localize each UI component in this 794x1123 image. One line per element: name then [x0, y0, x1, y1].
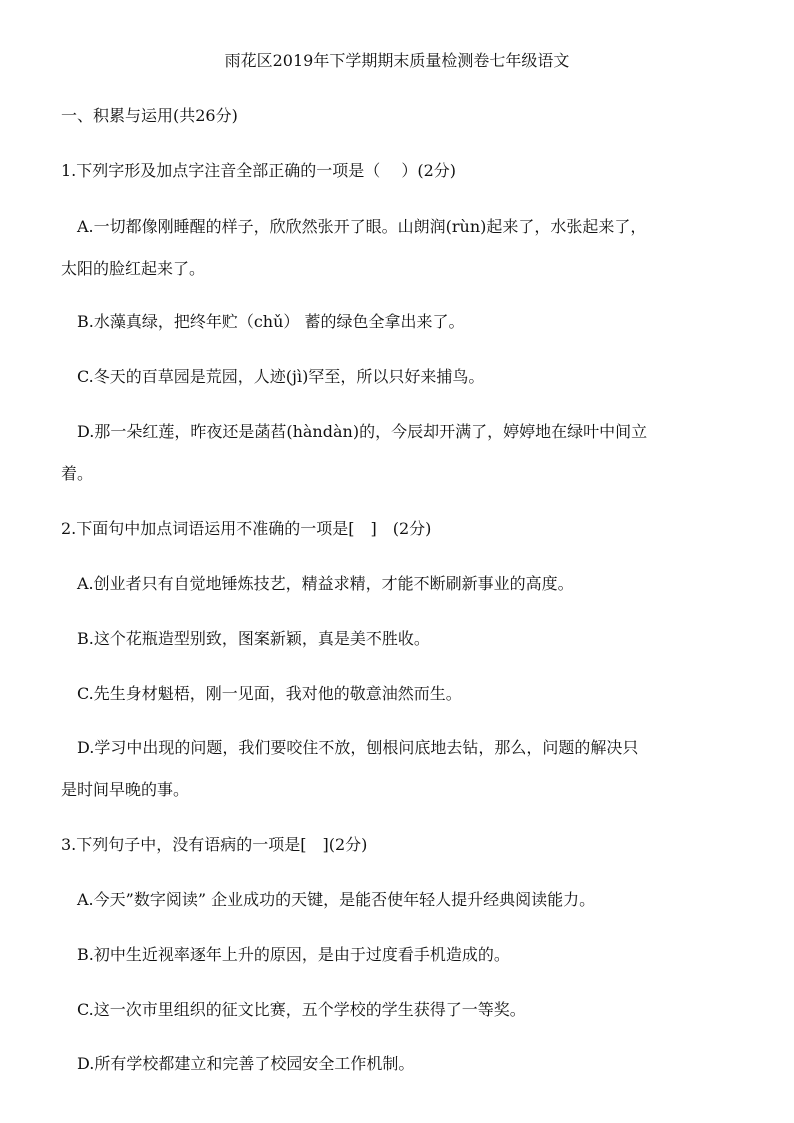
question-1-option-d-cont: 着。 — [61, 464, 94, 483]
question-2-stem: 2.下面句中加点词语运用不准确的一项是[ ] (2分) — [61, 519, 432, 538]
question-2-option-c: C.先生身材魁梧，刚一见面，我对他的敬意油然而生。 — [77, 684, 462, 703]
question-2-option-d: D.学习中出现的问题，我们要咬住不放，刨根问底地去钻，那么，问题的解决只 — [77, 738, 639, 757]
question-1-option-a: A.一切都像刚睡醒的样子，欣欣然张开了眼。山朗润(rùn)起来了，水张起来了， — [77, 217, 647, 236]
question-2-option-d-cont: 是时间早晚的事。 — [61, 780, 190, 799]
question-1-option-b: B.水藻真绿，把终年贮（chǔ） 蓄的绿色全拿出来了。 — [77, 312, 465, 331]
question-3-option-c: C.这一次市里组织的征文比赛，五个学校的学生获得了一等奖。 — [77, 1000, 526, 1019]
question-2-option-b: B.这个花瓶造型别致，图案新颖，真是美不胜收。 — [77, 629, 430, 648]
page-title: 雨花区2019年下学期期末质量检测卷七年级语文 — [224, 51, 570, 70]
question-1-option-c: C.冬天的百草园是荒园，人迹(jì)罕至，所以只好来捕鸟。 — [77, 367, 485, 386]
question-1-option-a-cont: 太阳的脸红起来了。 — [61, 259, 206, 278]
question-3-option-d: D.所有学校都建立和完善了校园安全工作机制。 — [77, 1054, 415, 1073]
question-3-option-a: A.今天”数字阅读” 企业成功的天键，是能否使年轻人提升经典阅读能力。 — [77, 890, 596, 909]
question-1-stem: 1.下列字形及加点字注音全部正确的一项是（ ）(2分) — [61, 161, 457, 180]
question-1-option-d: D.那一朵红莲，昨夜还是菡萏(hàndàn)的，今辰却开满了，婷婷地在绿叶中间立 — [77, 422, 648, 441]
question-2-option-a: A.创业者只有自觉地锤炼技艺，精益求精，才能不断刷新事业的高度。 — [77, 574, 574, 593]
section-heading: 一、积累与运用(共26分) — [61, 106, 238, 125]
question-3-stem: 3.下列句子中，没有语病的一项是[ ](2分) — [61, 835, 368, 854]
question-3-option-b: B.初中生近视率逐年上升的原因，是由于过度看手机造成的。 — [77, 945, 510, 964]
